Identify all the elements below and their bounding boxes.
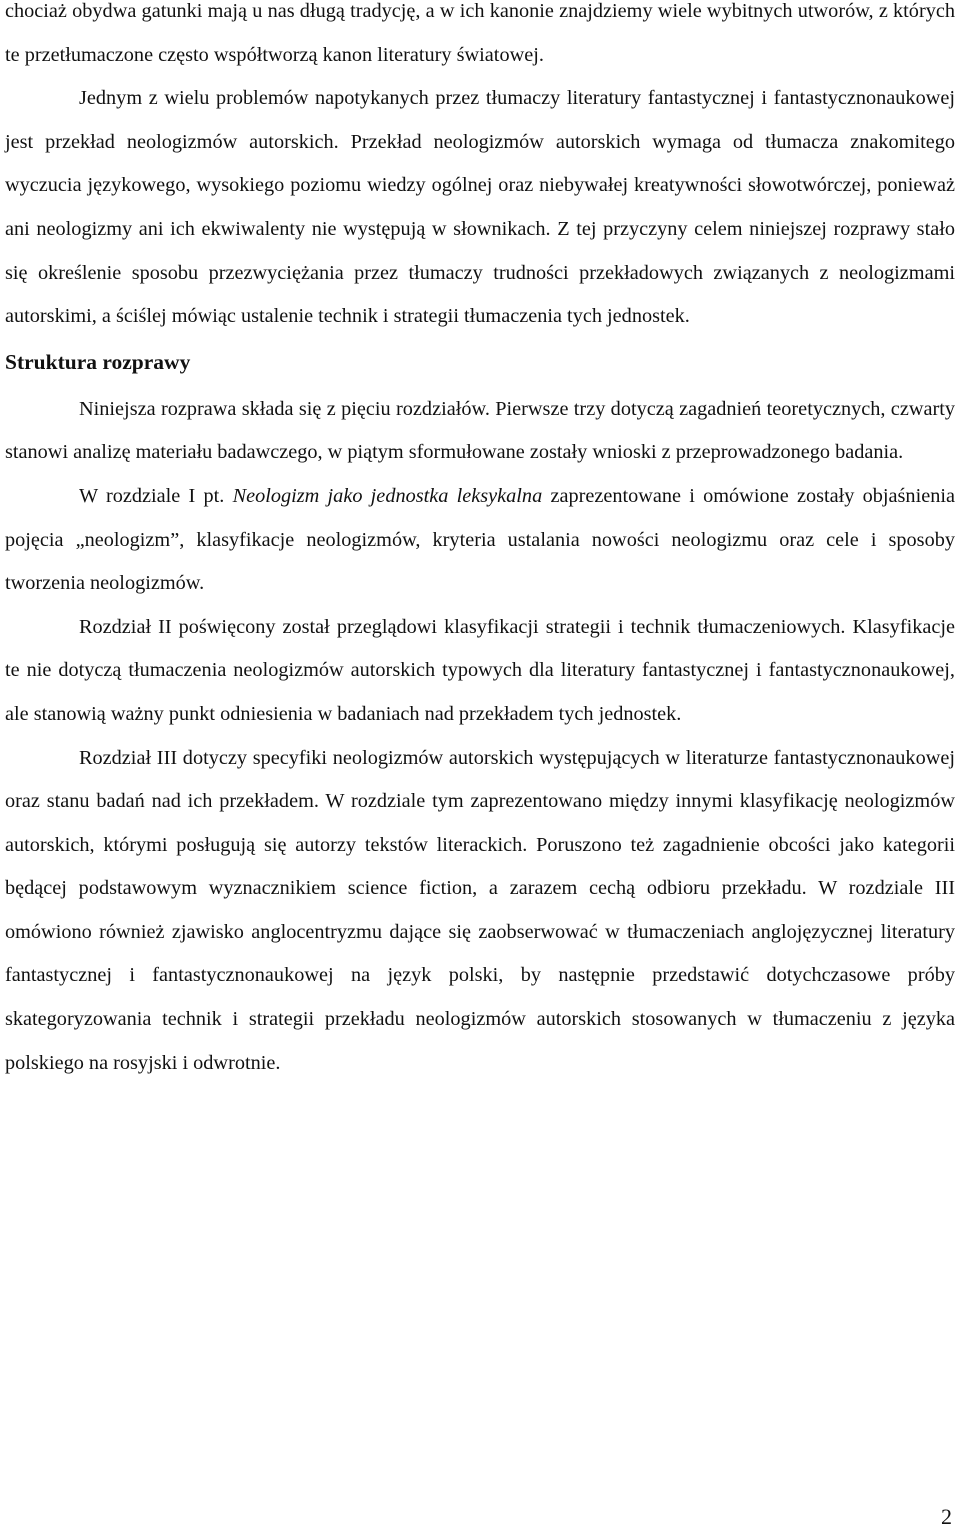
chapter-one-title: Neologizm jako jednostka leksykalna	[232, 484, 543, 507]
paragraph-structure-overview: Niniejsza rozprawa składa się z pięciu rozdziałów. Pierwsze trzy dotyczą zagadnień teoretycznych, czwarty stanowi analizę materiału badawczego, w piątym sformułowane zostały wnioski z przeprowadzonego badania.	[5, 397, 955, 464]
paragraph-chapter-three: Rozdział III dotyczy specyfiki neologizmów autorskich występujących w literaturze fantastycznonaukowej oraz stanu badań nad ich przekładem. W rozdziale tym zaprezentowano między innymi klasyfikację neologizmów autorskich, którymi posługują się autorzy tekstów literackich. Poruszono też zagadnienie obcości jako kategorii będącej podstawowym wyznacznikiem science fiction, a zarazem cechą odbioru przekładu. W rozdziale III omówiono również zjawisko anglocentryzmu dające się zaobserwować w tłumaczeniach anglojęzycznej literatury fantastycznej i fantastycznonaukowej na język polski, by następnie przedstawić dotychczasowe próby skategoryzowania technik i strategii przekładu neologizmów autorskich stosowanych w tłumaczeniu z języka polskiego na rosyjski i odwrotnie.	[5, 746, 955, 1074]
paragraph-continuation: chociaż obydwa gatunki mają u nas długą tradycję, a w ich kanonie znajdziemy wiele wybitnych utworów, z których te przetłumaczone często współtworzą kanon literatury światowej.	[5, 0, 955, 66]
paragraph-chapter-one	[5, 475, 955, 606]
document-page	[5, 0, 955, 1085]
chapter-one-intro: W rozdziale I pt.	[79, 484, 233, 507]
section-heading: Struktura rozprawy	[5, 349, 191, 374]
paragraph-chapter-two: Rozdział II poświęcony został przeglądowi klasyfikacji strategii i technik tłumaczeniowych. Klasyfikacje te nie dotyczą tłumaczenia neologizmów autorskich typowych dla literatury fantastycznej i fantastycznonaukowej, ale stanowią ważny punkt odniesienia w badaniach nad przekładem tych jednostek.	[5, 615, 955, 725]
page-number: 2	[941, 1504, 952, 1529]
paragraph-research-problem: Jednym z wielu problemów napotykanych przez tłumaczy literatury fantastycznej i fantastycznonaukowej jest przekład neologizmów autorskich. Przekład neologizmów autorskich wymaga od tłumacza znakomitego wyczucia językowego, wysokiego poziomu wiedzy ogólnej oraz niebywałej kreatywności słowotwórczej, ponieważ ani neologizmy ani ich ekwiwalenty nie występują w słownikach. Z tej przyczyny celem niniejszej rozprawy stało się określenie sposobu przezwyciężania przez tłumaczy trudności przekładowych związanych z neologizmami autorskimi, a ściślej mówiąc ustalenie technik i strategii tłumaczenia tych jednostek.	[5, 87, 955, 328]
chapter-one-description: zaprezentowane i omówione zostały objaśnienia pojęcia „neologizm”, klasyfikacje neologizmów, kryteria ustalania nowości neologizmu oraz cele i sposoby tworzenia neologizmów.	[5, 484, 955, 595]
